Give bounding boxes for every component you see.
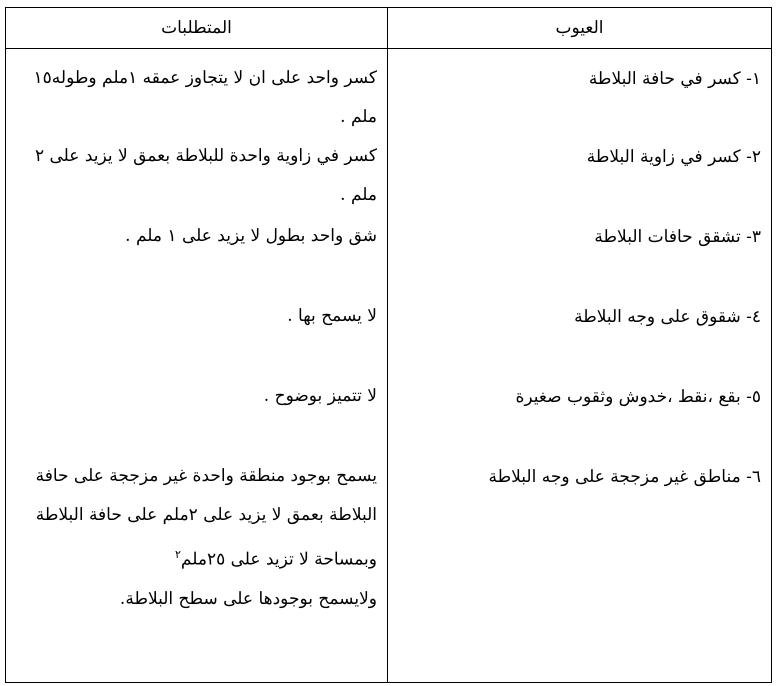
requirements-header: المتطلبات [6,8,388,49]
requirement-text: يسمح بوجود منطقة واحدة غير مزججة على حافة البلاطة بعمق لا يزيد على ٢ملم على حافة البلاطة وبمساحة لا تزيد على ٢٥ملم [35,466,377,570]
requirement-item: شق واحد بطول لا يزيد على ١ ملم . [125,226,377,246]
requirement-text: ولايسمح بوجودها على سطح البلاطة. [119,588,377,609]
requirement-item: لا يسمح بها . [287,306,377,326]
requirement-item: لا تتميز بوضوح . [263,386,377,406]
defect-item: ٢- كسر في زاوية البلاطة [586,147,761,167]
table-body-row [6,49,772,683]
defect-item: ٣- تشقق حافات البلاطة [594,227,761,247]
requirements-cell [6,49,388,683]
superscript-square: ٢ [174,548,181,561]
defect-item: ٥- بقع ،نقط ،خدوش وثقوب صغيرة [515,387,761,407]
requirement-item [16,457,377,619]
defect-item: ١- كسر في حافة البلاطة [588,69,761,89]
requirement-item: كسر في زاوية واحدة للبلاطة بعمق لا يزيد على ٢ ملم . [34,146,377,205]
defect-item: ٦- مناطق غير مزججة على وجه البلاطة [488,467,761,487]
defects-cell [388,49,772,683]
defects-header: العيوب [388,8,772,49]
defect-item: ٤- شقوق على وجه البلاطة [574,307,761,327]
defects-requirements-table [5,7,772,683]
requirement-item: كسر واحد على ان لا يتجاوز عمقه ١ملم وطوله١٥ ملم . [33,68,377,127]
table-header-row [6,8,772,49]
